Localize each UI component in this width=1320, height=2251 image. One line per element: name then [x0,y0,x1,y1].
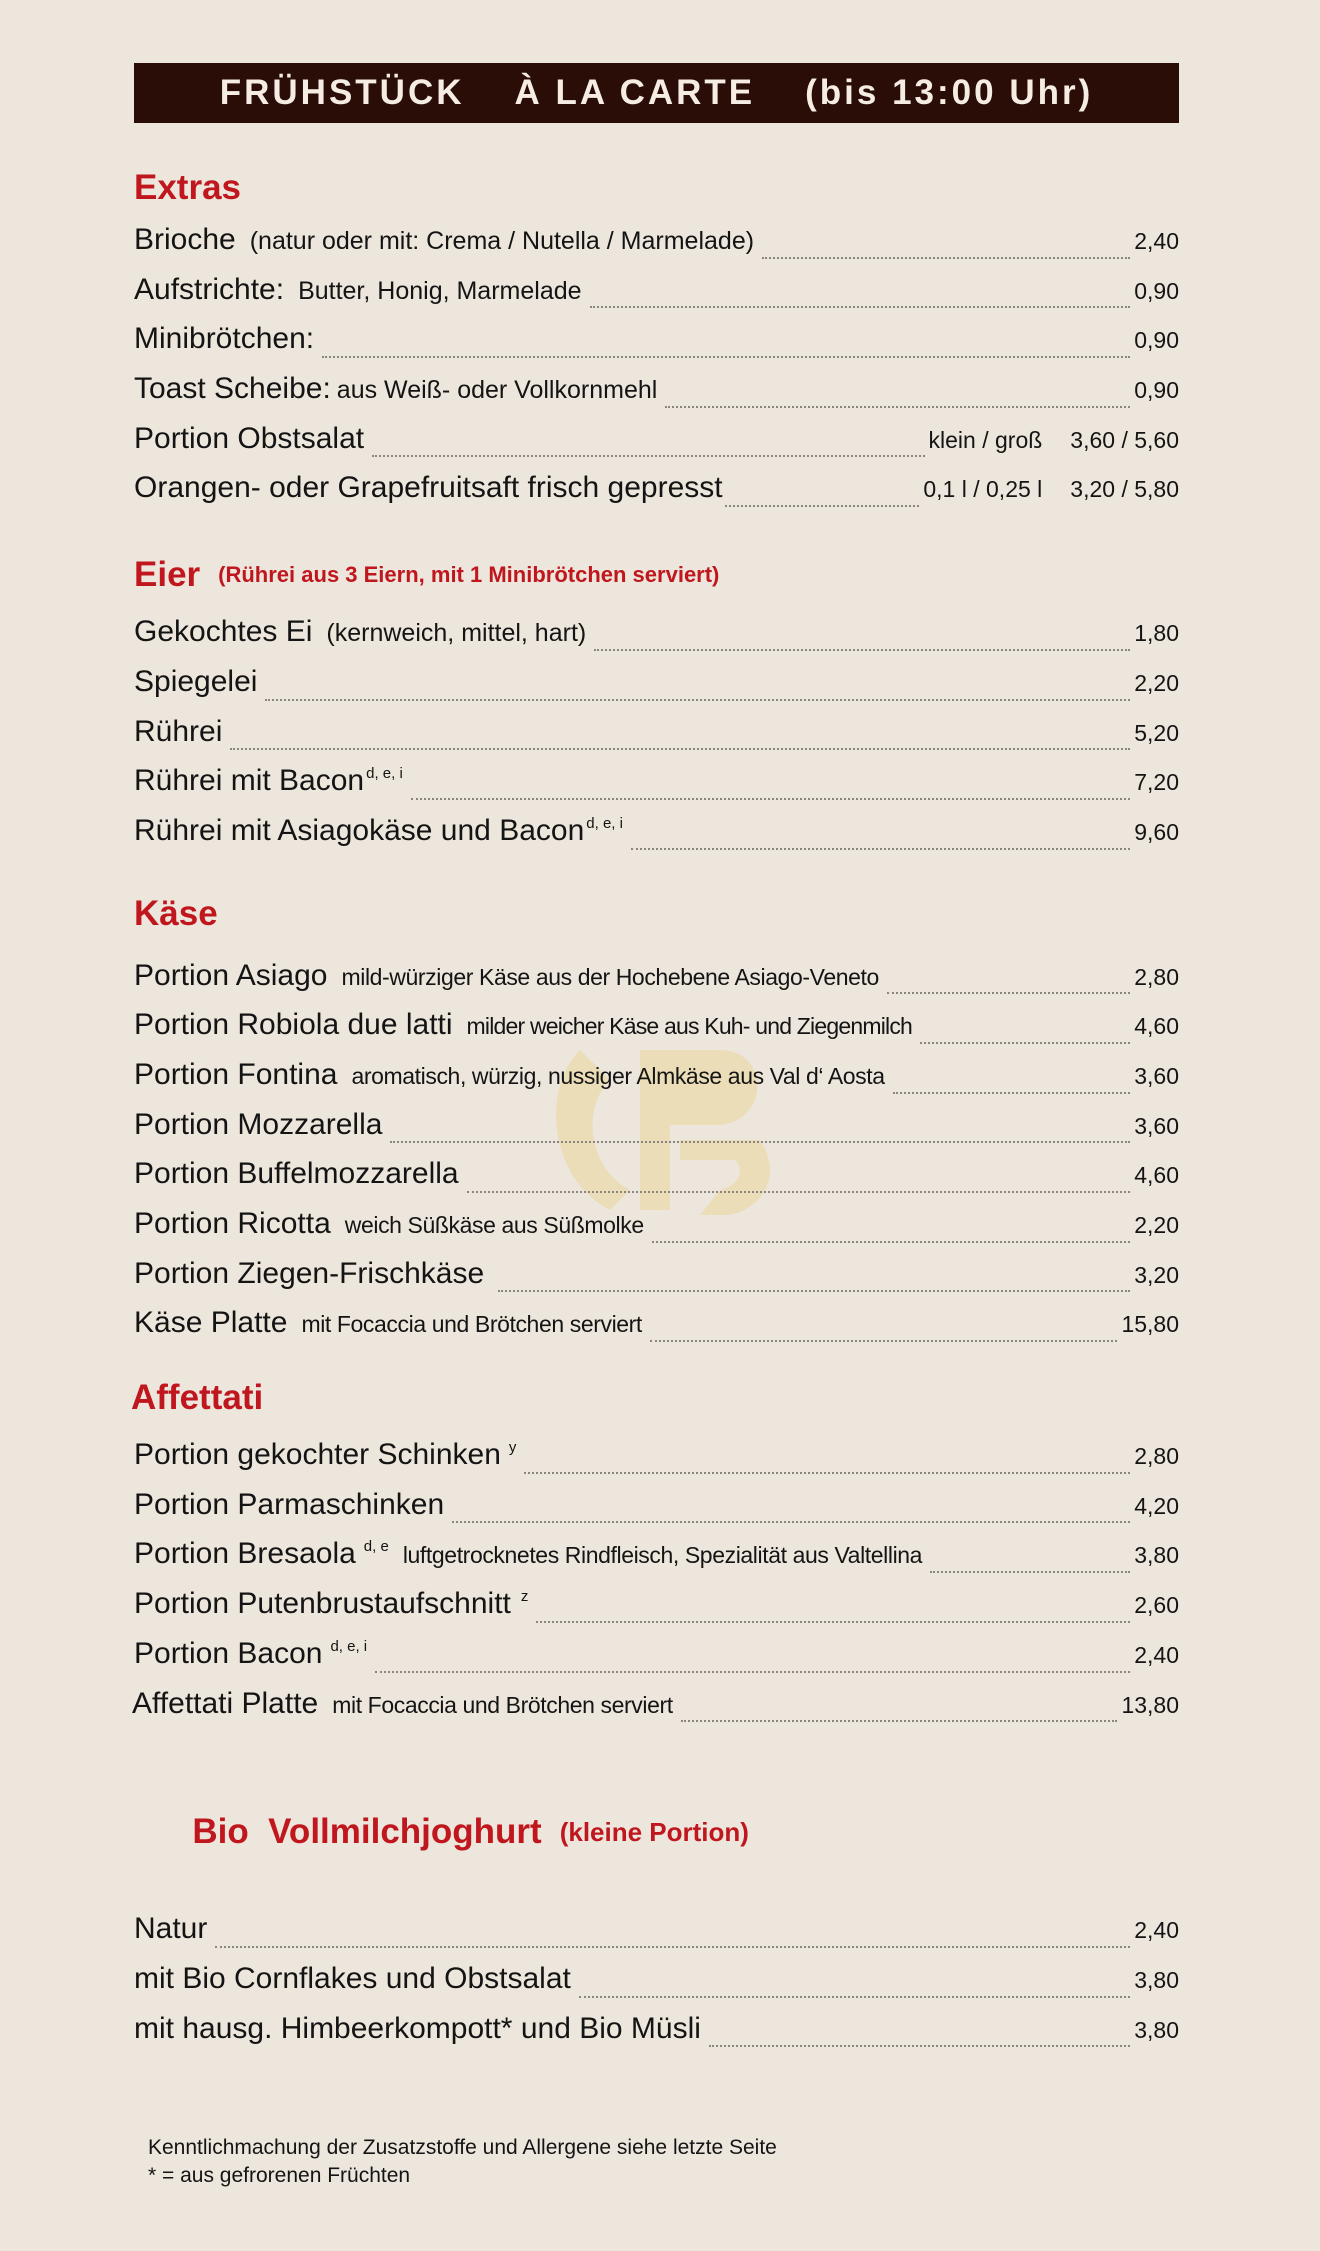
dot-leader [536,1620,1130,1623]
item-name: Gekochtes Ei [134,615,313,649]
section-title-kaese: Käse [134,893,218,933]
menu-item [134,1912,1179,1962]
section-items [134,223,1179,521]
item-name-text: Rührei mit Asiagokäse und Bacon [134,813,585,847]
item-name [134,1438,516,1472]
item-price: 4,60 [1134,1013,1179,1040]
menu-item [134,1207,1179,1257]
item-desc: Butter, Honig, Marmelade [298,276,582,305]
item-price: 2,60 [1134,1592,1179,1619]
allergen-codes: d, e, i [586,814,623,832]
dot-leader [590,305,1131,308]
item-desc: weich Süßkäse aus Süßmolke [344,1212,644,1238]
menu-item [134,764,1179,814]
item-name: Brioche [134,223,236,256]
menu-item [134,665,1179,715]
item-price: 0,90 [1134,377,1179,404]
dot-leader [411,797,1130,800]
menu-item [134,1157,1179,1207]
dot-leader [930,1570,1130,1573]
item-name: Natur [134,1912,208,1946]
item-name [134,1537,389,1571]
item-price: 2,20 [1134,669,1179,696]
menu-item [134,471,1179,521]
item-name [134,814,623,848]
item-name: Käse Platte [134,1306,288,1340]
menu-item [134,959,1179,1009]
item-name: mit hausg. Himbeerkompott* und Bio Müsli [134,2011,701,2045]
item-desc: milder weicher Käse aus Kuh- und Ziegenmilch [466,1013,913,1040]
item-price: 3,80 [1134,1542,1179,1569]
item-price: 15,80 [1121,1311,1179,1338]
menu-item [134,1438,1179,1488]
section-eier [134,555,1179,863]
dot-leader [372,454,924,457]
item-name: Affettati Platte [132,1686,319,1720]
item-price: 0,90 [1134,277,1179,304]
item-price: 3,60 / 5,60 [1070,426,1179,453]
footnotes [148,2134,777,2190]
banner-title: FRÜHSTÜCK [219,73,465,112]
item-size: klein / groß [928,426,1043,453]
menu-item [134,1306,1179,1356]
allergen-codes: d, e, i [330,1637,368,1655]
dot-leader [230,747,1130,750]
dot-leader [665,405,1130,408]
item-name: Portion Robiola due latti [134,1008,453,1042]
item-name [134,764,403,798]
dot-leader [681,1719,1118,1722]
item-price: 4,60 [1134,1162,1179,1189]
item-name: Portion Ziegen-Frischkäse [134,1256,485,1290]
menu-item [134,715,1179,765]
section-note: (kleine Portion) [559,1817,749,1848]
menu-banner [134,63,1179,123]
allergen-codes: d, e [363,1538,389,1556]
item-name: Portion Obstsalat [134,421,365,455]
item-name: Minibrötchen: [134,322,315,356]
item-name: Portion Mozzarella [134,1107,383,1141]
section-affettati [131,1378,1179,1736]
section-items [134,615,1179,863]
item-name-text: Rührei mit Bacon [134,764,365,798]
dot-leader [524,1471,1130,1474]
menu-page [131,63,1179,2061]
dot-leader [594,648,1130,651]
section-items [134,1438,1179,1736]
dot-leader [322,355,1130,358]
menu-item [134,1587,1179,1637]
menu-item [134,2012,1179,2062]
item-name: Spiegelei [134,664,258,698]
item-desc: mit Focaccia und Brötchen serviert [332,1691,673,1718]
item-desc: luftgetrocknetes Rindfleisch, Spezialität aus Valtellina [402,1542,923,1569]
item-name: mit Bio Cornflakes und Obstsalat [134,1961,571,1995]
item-price: 4,20 [1134,1492,1179,1519]
item-name: Portion Ricotta [134,1207,331,1240]
menu-item [134,372,1179,422]
dot-leader [467,1190,1131,1193]
menu-item [134,814,1179,864]
item-desc: aromatisch, würzig, nussiger Almkäse aus Val d‘ Aosta [351,1062,885,1089]
section-joghurt [134,1772,1179,2061]
item-desc: (kernweich, mittel, hart) [326,619,587,648]
item-price: 3,20 [1134,1261,1179,1288]
item-name: Portion Asiago [134,958,328,992]
menu-item [134,422,1179,472]
section-title-text: Bio Vollmilchjoghurt [192,1812,542,1852]
item-name-text: Portion Bresaola [134,1537,356,1571]
menu-item [134,223,1179,273]
dot-leader [265,698,1130,701]
menu-item [134,615,1179,665]
dot-leader [650,1339,1118,1342]
section-note: (Rührei aus 3 Eiern, mit 1 Minibrötchen serviert) [218,562,720,588]
item-desc: mild-würziger Käse aus der Hochebene Asiago-Veneto [341,963,879,990]
item-price: 2,80 [1134,963,1179,990]
item-name: Portion Fontina [134,1057,338,1091]
item-price: 3,60 [1134,1062,1179,1089]
item-name: Orangen- oder Grapefruitsaft frisch gepresst [134,471,723,505]
dot-leader [498,1289,1130,1292]
section-title-eier [134,555,1179,595]
banner-hours: (bis 13:00 Uhr) [805,73,1094,112]
menu-item [134,1687,1179,1737]
menu-item [134,1008,1179,1058]
footnote-frozen: * = aus gefrorenen Früchten [148,2164,411,2187]
section-kaese [134,894,1179,1357]
dot-leader [452,1520,1130,1523]
item-name: Portion Parmaschinken [134,1487,445,1521]
item-price: 3,20 / 5,80 [1070,476,1179,503]
item-desc: mit Focaccia und Brötchen serviert [301,1311,642,1338]
menu-item [134,322,1179,372]
menu-item [134,1108,1179,1158]
section-extras [134,168,1179,521]
section-items [134,959,1179,1357]
item-desc: (natur oder mit: Crema / Nutella / Marmelade) [249,227,755,255]
menu-item [134,1257,1179,1307]
section-title-text: Eier [134,555,201,595]
allergen-codes: y [508,1439,517,1457]
menu-item [134,1537,1179,1587]
section-title-affettati: Affettati [131,1378,264,1418]
dot-leader [762,256,1130,259]
item-price: 9,60 [1134,818,1179,845]
footnote-allergens: Kenntlichmachung der Zusatzstoffe und Allergene siehe letzte Seite [148,2136,777,2159]
dot-leader [920,1041,1130,1044]
item-price: 0,90 [1134,327,1179,354]
allergen-codes: z [520,1588,529,1606]
item-name: Toast Scheibe: [134,372,331,406]
item-price: 2,20 [1134,1212,1179,1238]
item-size: 0,1 l / 0,25 l [923,476,1043,503]
item-name [134,1587,528,1621]
dot-leader [652,1240,1131,1243]
banner-subtitle: À LA CARTE [514,73,756,112]
dot-leader [893,1091,1131,1094]
allergen-codes: d, e, i [366,765,403,783]
item-price: 5,20 [1134,719,1179,746]
item-price: 7,20 [1134,769,1179,796]
dot-leader [390,1140,1130,1143]
item-price: 2,40 [1134,1917,1179,1944]
dot-leader [579,1995,1130,1998]
item-name: Rührei [134,714,223,748]
item-name-text: Portion Putenbrustaufschnitt [134,1587,511,1621]
dot-leader [887,991,1130,994]
item-name: Aufstrichte: [134,272,285,306]
section-title-joghurt [134,1772,1179,1892]
item-price: 3,60 [1134,1112,1179,1139]
item-price: 2,40 [1134,1641,1179,1668]
menu-item [134,1058,1179,1108]
menu-item [134,1962,1179,2012]
item-name-text: Portion Bacon [134,1636,323,1670]
item-price: 13,80 [1121,1691,1179,1718]
section-title-extras: Extras [134,168,242,207]
item-price: 2,40 [1134,228,1179,254]
item-desc: aus Weiß- oder Vollkornmehl [336,376,658,405]
item-name-text: Portion gekochter Schinken [134,1438,501,1472]
menu-item [134,1488,1179,1538]
item-price: 1,80 [1134,620,1179,647]
item-price: 3,80 [1134,2016,1179,2043]
menu-item [134,273,1179,323]
menu-item [134,1637,1179,1687]
dot-leader [709,2044,1130,2047]
item-name: Portion Buffelmozzarella [134,1157,459,1191]
item-name [134,1637,367,1671]
item-price: 3,80 [1134,1966,1179,1993]
section-items [134,1912,1179,2061]
dot-leader [215,1945,1130,1948]
item-price: 2,80 [1134,1443,1179,1470]
dot-leader [631,847,1130,850]
dot-leader [375,1670,1130,1673]
dot-leader [725,504,920,507]
